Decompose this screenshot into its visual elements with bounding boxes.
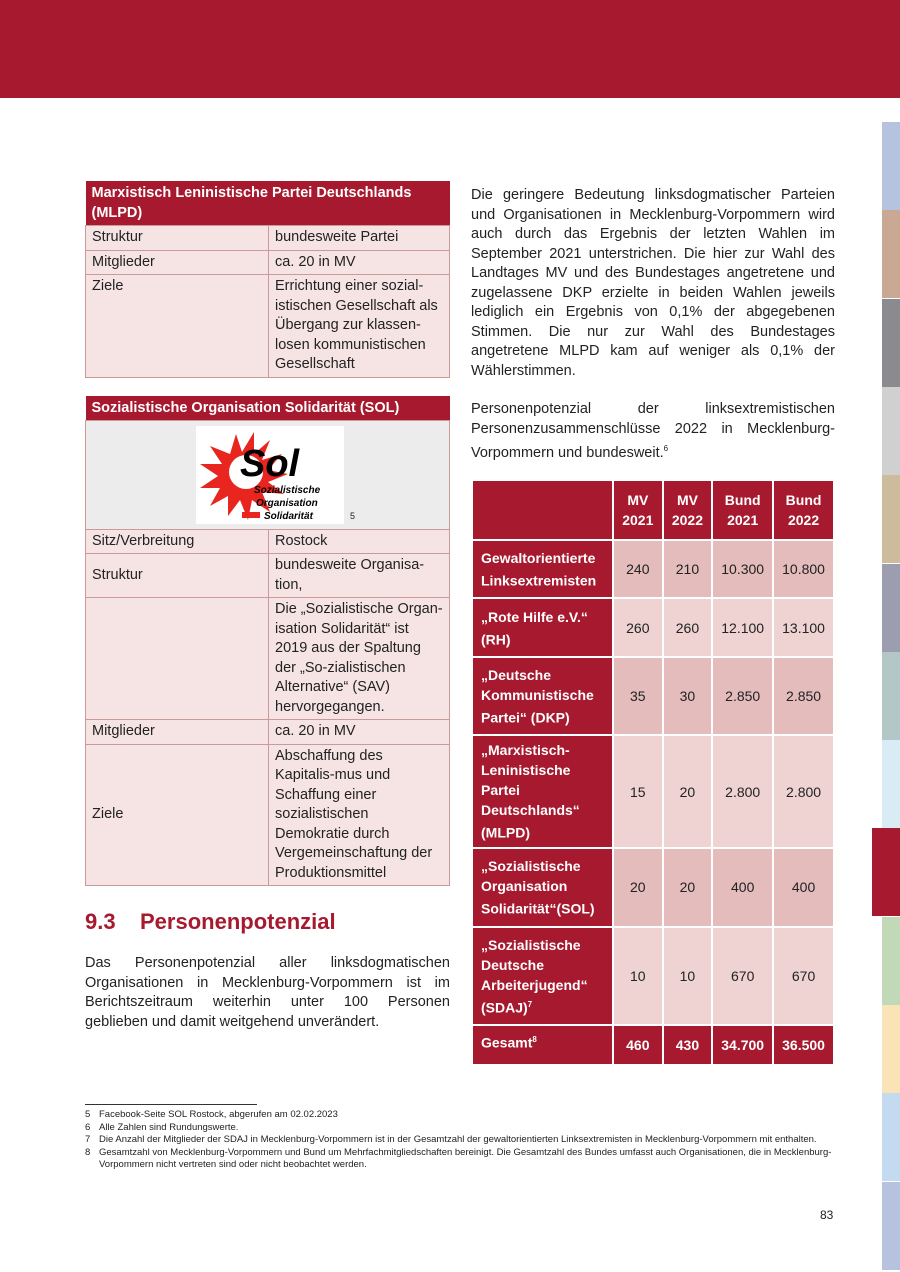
table-cell: 460 <box>613 1025 663 1065</box>
row-key: Mitglieder <box>86 720 269 745</box>
section-text: Das Personenpotenzial aller linksdogmatischen Organisationen in Mecklenburg-Vorpommern ist im Berichtszeitraum weiterhin unter 100 Personen geblieben und damit weitgehend unverändert. <box>85 955 450 1030</box>
table-cell: 240 <box>613 540 663 598</box>
footnotes <box>85 1109 835 1172</box>
row-value: Die „Sozialistische Organ-isation Solidarität“ ist 2019 aus der Spaltung der „So-zialistischen Alternative“ (SAV) hervorgegangen. <box>269 598 450 720</box>
table-row <box>472 735 834 848</box>
row-label: „Sozialistische Deutsche Arbeiterjugend“ (SDAJ)$^7$ <box>472 927 613 1025</box>
table-cell: 400 <box>773 848 834 927</box>
table-cell: 15 <box>613 735 663 848</box>
svg-text:Organisation: Organisation <box>256 497 318 509</box>
col-header: MV 2021 <box>613 480 663 540</box>
sol-table <box>85 396 450 887</box>
chapter-tab[interactable] <box>882 387 900 475</box>
row-label: Gewaltorientierte Linksextremisten <box>472 540 613 598</box>
table-row <box>472 540 834 598</box>
table-cell: 2.850 <box>712 657 773 735</box>
chapter-tab[interactable] <box>882 1005 900 1093</box>
personenpotenzial-table <box>471 479 835 1066</box>
table-row <box>472 848 834 927</box>
table-cell: 20 <box>663 735 713 848</box>
table-cell: 2.800 <box>712 735 773 848</box>
table-cell: 10.300 <box>712 540 773 598</box>
table-cell: 2.850 <box>773 657 834 735</box>
col-header: MV 2022 <box>663 480 713 540</box>
chapter-tab[interactable] <box>882 917 900 1005</box>
row-label: Gesamt$^8$ <box>472 1025 613 1065</box>
table-cell: 34.700 <box>712 1025 773 1065</box>
table-row <box>472 1025 834 1065</box>
table-cell: 13.100 <box>773 598 834 657</box>
row-value: ca. 20 in MV <box>269 250 450 275</box>
table-cell: 10 <box>663 927 713 1025</box>
row-key: Mitglieder <box>86 250 269 275</box>
row-value: ca. 20 in MV <box>269 720 450 745</box>
left-column <box>85 181 450 1032</box>
footnote-ref: 5 <box>350 510 356 521</box>
table-cell: 670 <box>712 927 773 1025</box>
svg-text:Solidarität: Solidarität <box>264 510 313 522</box>
header-bar <box>0 0 900 98</box>
table-cell: 430 <box>663 1025 713 1065</box>
row-key: Sitz/Verbreitung <box>86 529 269 554</box>
row-key <box>86 598 269 720</box>
section-heading: 9.3 Personenpotenzial <box>85 909 336 934</box>
page-number: 83 <box>820 1208 834 1222</box>
table-cell: 30 <box>663 657 713 735</box>
row-value: Rostock <box>269 529 450 554</box>
table-cell: 260 <box>663 598 713 657</box>
mlpd-title: Marxistisch Leninistische Partei Deutschlands (MLPD) <box>86 181 450 226</box>
svg-text:Sol: Sol <box>240 442 300 485</box>
row-value: Errichtung einer sozial-istischen Gesellschaft als Übergang zur klassen-losen kommunistischen Gesellschaft <box>269 275 450 378</box>
table-cell: 12.100 <box>712 598 773 657</box>
table-cell: 2.800 <box>773 735 834 848</box>
table-row <box>472 598 834 657</box>
chapter-tab[interactable] <box>882 1182 900 1270</box>
chapter-tab[interactable] <box>882 740 900 828</box>
row-value: Abschaffung des Kapitalis-mus und Schaffung einer sozialistischen Demokratie durch Vergemeinschaftung der Produktionsmittel <box>269 744 450 886</box>
row-label: „Deutsche Kommunistische Partei“ (DKP) <box>472 657 613 735</box>
table-cell: 260 <box>613 598 663 657</box>
right-column <box>471 186 835 1066</box>
chapter-tab[interactable] <box>882 299 900 387</box>
table-row <box>472 927 834 1025</box>
mlpd-table <box>85 181 450 378</box>
chapter-tab[interactable] <box>882 1093 900 1181</box>
row-key: Struktur <box>86 554 269 598</box>
col-header: Bund 2022 <box>773 480 834 540</box>
row-label: „Marxistisch-Leninistische Partei Deutschlands“ (MLPD) <box>472 735 613 848</box>
table-cell: 20 <box>613 848 663 927</box>
row-key: Struktur <box>86 226 269 251</box>
footnote: 7 Die Anzahl der Mitglieder der SDAJ in Mecklenburg-Vorpommern ist in der Gesamtzahl der gewaltorientierten Linksextremisten in Mecklenburg-Vorpommern mit enthalten. <box>85 1134 817 1145</box>
chapter-tab[interactable] <box>882 564 900 652</box>
table-cell: 10 <box>613 927 663 1025</box>
footnote: 8 Gesamtzahl von Mecklenburg-Vorpommern und Bund um Mehrfachmitgliedschaften bereinigt. Die Gesamtzahl des Bundes umfasst auch Organisationen, die in Mecklenburg-Vorpommern nicht vertreten sind oder nicht beobachtet werden. <box>85 1146 832 1170</box>
svg-text:Sozialistische: Sozialistische <box>254 484 321 496</box>
row-key: Ziele <box>86 275 269 378</box>
row-label: „Rote Hilfe e.V.“ (RH) <box>472 598 613 657</box>
row-label: „Sozialistische Organisation Solidarität“(SOL) <box>472 848 613 927</box>
table-cell: 670 <box>773 927 834 1025</box>
right-paragraph-2: Personenpotenzial der linksextremistischen Personenzusammenschlüsse 2022 in Mecklenburg-Vorpommern und bundesweit.$^6$ <box>471 401 835 461</box>
footnote: 6 Alle Zahlen sind Rundungswerte. <box>85 1121 239 1133</box>
table-row <box>472 657 834 735</box>
footnote: 5 Facebook-Seite SOL Rostock, abgerufen am 02.02.2023 <box>85 1109 338 1120</box>
table-cell: 210 <box>663 540 713 598</box>
chapter-tab[interactable] <box>882 210 900 298</box>
chapter-tab[interactable] <box>872 828 900 916</box>
sol-title: Sozialistische Organisation Solidarität (SOL) <box>86 396 450 421</box>
table-cell: 400 <box>712 848 773 927</box>
sol-logo-cell <box>86 420 450 529</box>
table-cell: 10.800 <box>773 540 834 598</box>
row-value: bundesweite Partei <box>269 226 450 251</box>
chapter-tab[interactable] <box>882 652 900 740</box>
table-cell: 36.500 <box>773 1025 834 1065</box>
table-cell: 20 <box>663 848 713 927</box>
col-header: Bund 2021 <box>712 480 773 540</box>
chapter-tab[interactable] <box>882 475 900 563</box>
table-cell: 35 <box>613 657 663 735</box>
sol-logo <box>196 426 344 524</box>
row-key: Ziele <box>86 744 269 886</box>
footnote-divider <box>85 1104 257 1105</box>
right-paragraph-1: Die geringere Bedeutung linksdogmatischer Parteien und Organisationen in Mecklenburg-Vorpommern wird auch durch das Ergebnis der letzten Wahlen im September 2021 unterstrichen. Die hier zur Wahl des Landtages MV und des Bundestages angetretene und zugelassene DKP erzielte in beiden Wahlen jeweils lediglich ein Ergebnis von 0,1% der abgegebenen Stimmen. Die nur zur Wahl des Bundestages angetretene MLPD kam auf weniger als 0,1% der Wählerstimmen. <box>471 187 835 379</box>
chapter-tab[interactable] <box>882 122 900 210</box>
row-value: bundesweite Organisa-tion, <box>269 554 450 598</box>
